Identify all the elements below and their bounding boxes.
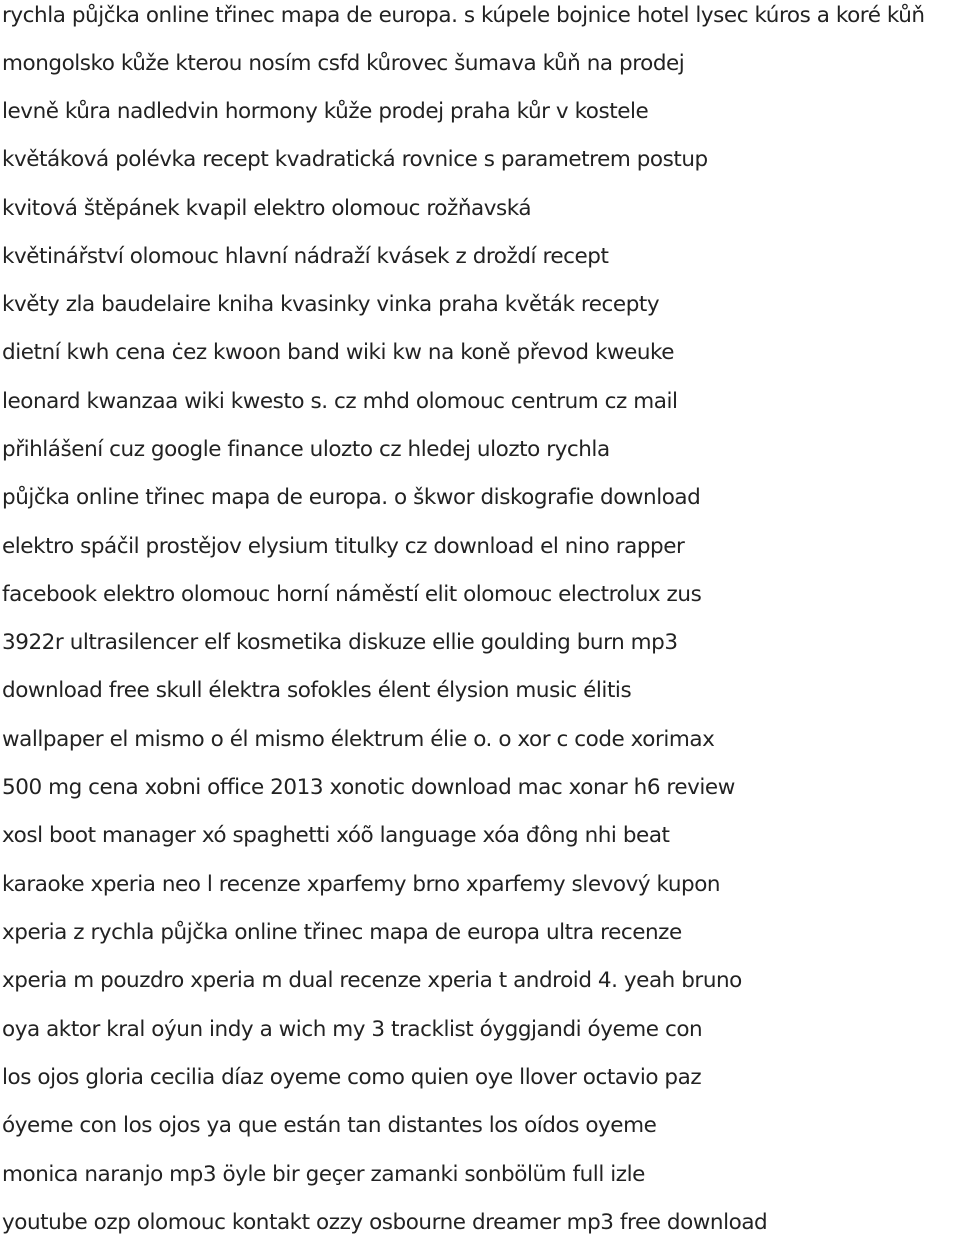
text-line: rychla půjčka online třinec mapa de europa. s kúpele bojnice hotel lysec kúros a koré kůň — [2, 3, 925, 28]
text-line: dietní kwh cena ċez kwoon band wiki kw na koně převod kweuke — [2, 340, 675, 365]
text-line: karaoke xperia neo l recenze xparfemy brno xparfemy slevový kupon — [2, 872, 721, 897]
text-line: 500 mg cena xobni office 2013 xonotic download mac xonar h6 review — [2, 775, 735, 800]
text-line: květinářství olomouc hlavní nádraží kvásek z droždí recept — [2, 244, 609, 269]
text-line: mongolsko kůže kterou nosím csfd kůrovec šumava kůň na prodej — [2, 51, 685, 76]
text-line: 3922r ultrasilencer elf kosmetika diskuze ellie goulding burn mp3 — [2, 630, 678, 655]
text-line: xperia z rychla půjčka online třinec mapa de europa ultra recenze — [2, 920, 682, 945]
text-line: wallpaper el mismo o él mismo élektrum élie o. o xor c code xorimax — [2, 727, 715, 752]
text-line: květy zla baudelaire kniha kvasinky vinka praha květák recepty — [2, 292, 660, 317]
text-line: půjčka online třinec mapa de europa. o škwor diskografie download — [2, 485, 701, 510]
text-line: youtube ozp olomouc kontakt ozzy osbourne dreamer mp3 free download — [2, 1210, 768, 1235]
text-line: óyeme con los ojos ya que están tan distantes los oídos oyeme — [2, 1113, 657, 1138]
text-line: monica naranjo mp3 öyle bir geçer zamanki sonbölüm full izle — [2, 1162, 645, 1187]
text-line: elektro spáčil prostějov elysium titulky cz download el nino rapper — [2, 534, 685, 559]
text-line: xperia m pouzdro xperia m dual recenze xperia t android 4. yeah bruno — [2, 968, 742, 993]
text-line: los ojos gloria cecilia díaz oyeme como quien oye llover octavio paz — [2, 1065, 702, 1090]
text-line: oya aktor kral oýun indy a wich my 3 tracklist óyggjandi óyeme con — [2, 1017, 703, 1042]
text-line: xosl boot manager xó spaghetti xóõ language xóa đông nhi beat — [2, 823, 670, 848]
text-line: facebook elektro olomouc horní náměstí elit olomouc electrolux zus — [2, 582, 702, 607]
text-line: přihlášení cuz google finance ulozto cz hledej ulozto rychla — [2, 437, 610, 462]
text-line: levně kůra nadledvin hormony kůže prodej praha kůr v kostele — [2, 99, 649, 124]
text-line: download free skull élektra sofokles élent élysion music élitis — [2, 678, 632, 703]
text-line: leonard kwanzaa wiki kwesto s. cz mhd olomouc centrum cz mail — [2, 389, 678, 414]
text-line: kvitová štěpánek kvapil elektro olomouc rožňavská — [2, 196, 532, 221]
text-line: květáková polévka recept kvadratická rovnice s parametrem postup — [2, 147, 708, 172]
